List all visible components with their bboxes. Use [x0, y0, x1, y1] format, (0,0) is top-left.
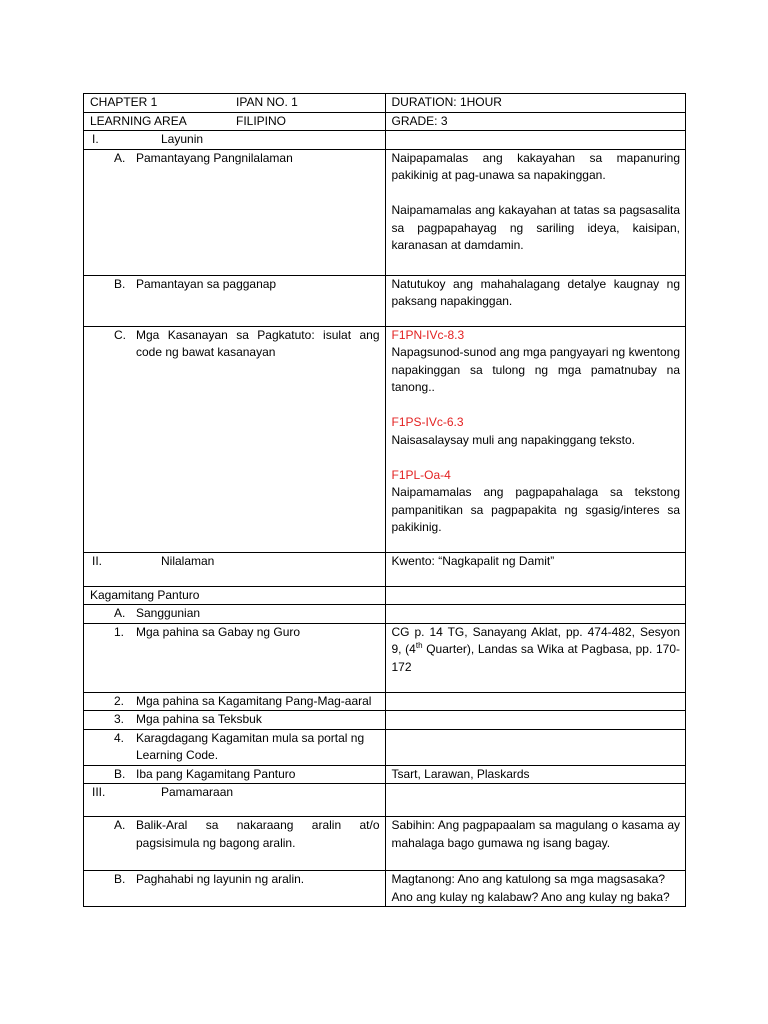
row-c-label: Mga Kasanayan sa Pagkatuto: isulat ang code ng bawat kasanayan — [136, 327, 380, 359]
competency-text-1: Napagsunod-sunod ang mga pangyayari ng kwentong napakinggan sa tulong ng mga pamatnubay na tanong.. — [391, 345, 680, 394]
sanggunian-label-cell — [84, 605, 386, 624]
sanggunian-row — [84, 605, 686, 624]
row-b-pagganap — [84, 275, 686, 326]
competency-code-1: F1PN-IVc-8.3 — [391, 327, 465, 342]
section-3-numeral: III. — [92, 785, 106, 799]
teksbuk-number: 3. — [114, 712, 125, 726]
teksbuk-row — [84, 711, 686, 730]
row-c-kasanayan — [84, 326, 686, 552]
iba-pang-kagamitan-item — [90, 766, 380, 784]
gabay-guro-item — [90, 624, 380, 642]
duration-cell: DURATION: 1HOUR — [385, 94, 686, 113]
grade-cell: GRADE: 3 — [385, 112, 686, 131]
iba-pang-kagamitan-label-cell — [84, 765, 386, 784]
section-3-heading — [84, 784, 386, 817]
paghahabi-label-cell — [84, 871, 386, 907]
teksbuk-item — [90, 711, 380, 729]
karagdagang-kagamitan-number: 4. — [114, 730, 125, 745]
competency-code-2: F1PS-IVc-6.3 — [391, 415, 464, 429]
row-b-item — [90, 276, 380, 294]
row-a-pangnilalaman — [84, 149, 686, 275]
iba-pang-kagamitan-row — [84, 765, 686, 784]
row-a-value-cell — [385, 149, 686, 275]
chapter-label: CHAPTER 1 — [90, 95, 158, 109]
row-a-label: Pamantayang Pangnilalaman — [136, 150, 293, 165]
learning-area-label: LEARNING AREA — [90, 113, 187, 128]
section-1-heading — [84, 131, 386, 150]
header-row-2 — [84, 112, 686, 131]
section-2-heading — [84, 552, 386, 586]
row-a-item — [90, 150, 380, 168]
section-3-title: Pamamaraan — [161, 785, 234, 799]
kagamitang-mag-aaral-label-cell — [84, 692, 386, 711]
sanggunian-label: Sanggunian — [136, 606, 201, 620]
row-b-label: Pamantayan sa pagganap — [136, 276, 277, 291]
sanggunian-empty — [385, 605, 686, 624]
paghahabi-item — [90, 871, 380, 889]
iba-pang-kagamitan-letter: B. — [114, 766, 126, 781]
learning-area-value: FILIPINO — [236, 113, 287, 128]
teksbuk-empty — [385, 711, 686, 730]
paghahabi-row — [84, 871, 686, 907]
row-b-value-cell — [385, 275, 686, 326]
paghahabi-label: Paghahabi ng layunin ng aralin. — [136, 872, 305, 886]
sanggunian-item — [90, 605, 380, 623]
chapter-cell — [84, 94, 386, 113]
row-b-letter: B. — [114, 276, 126, 291]
section-2-numeral: II. — [92, 553, 103, 568]
row-a-text-1: Naipapamalas ang kakayahan sa mapanuring pakikinig at pag-unawa sa napakinggan. — [391, 150, 680, 182]
gabay-guro-label-cell — [84, 623, 386, 692]
kagamitang-mag-aaral-empty — [385, 692, 686, 711]
lesson-plan-table — [83, 93, 686, 907]
karagdagang-kagamitan-item — [90, 730, 380, 765]
teksbuk-label: Mga pahina sa Teksbuk — [136, 712, 262, 726]
section-1-numeral: I. — [92, 132, 99, 146]
section-1-row — [84, 131, 686, 150]
row-a-label-cell — [84, 149, 386, 275]
balik-aral-item — [90, 817, 380, 852]
balik-aral-row — [84, 817, 686, 871]
section-1-empty — [385, 131, 686, 150]
section-3-empty — [385, 784, 686, 817]
kagamitang-mag-aaral-number: 2. — [114, 693, 125, 708]
row-a-letter: A. — [114, 150, 126, 165]
iba-pang-kagamitan-label: Iba pang Kagamitang Panturo — [136, 766, 296, 781]
header-row-1 — [84, 94, 686, 113]
row-a-text-2: Naipamamalas ang kakayahan at tatas sa pagsasalita sa pagpapahayag ng sariling ideya, kaisipan, karanasan at damdamin. — [391, 203, 680, 252]
gabay-guro-value-sup: th — [415, 641, 423, 650]
row-c-label-cell — [84, 326, 386, 552]
row-c-item — [90, 327, 380, 362]
kagamitan-title: Kagamitang Panturo — [84, 586, 386, 605]
kagamitan-heading-row — [84, 586, 686, 605]
gabay-guro-label: Mga pahina sa Gabay ng Guro — [136, 624, 301, 639]
kagamitan-title-empty — [385, 586, 686, 605]
balik-aral-value: Sabihin: Ang pagpapaalam sa magulang o kasama ay mahalaga bago gumawa ng isang bagay. — [385, 817, 686, 871]
section-2-value: Kwento: “Nagkapalit ng Damit” — [385, 552, 686, 586]
balik-aral-label: Balik-Aral sa nakaraang aralin at/o pagsisimula ng bagong aralin. — [136, 818, 380, 850]
competency-text-3: Naipamamalas ang pagpapahalaga sa tekstong pampanitikan sa pagpapakita ng sgasig/interes sa pakikinig. — [391, 485, 680, 534]
karagdagang-kagamitan-empty — [385, 729, 686, 765]
paghahabi-letter: B. — [114, 872, 126, 886]
section-2-row — [84, 552, 686, 586]
paghahabi-value: Magtanong: Ano ang katulong sa mga magsasaka? Ano ang kulay ng kalabaw? Ano ang kulay ng baka? — [385, 871, 686, 907]
row-b-text: Natutukoy ang mahahalagang detalye kaugnay ng paksang napakinggan. — [391, 276, 680, 308]
balik-aral-letter: A. — [114, 818, 126, 832]
section-3-row — [84, 784, 686, 817]
competency-code-3: F1PL-Oa-4 — [391, 467, 451, 482]
competency-text-2: Naisasalaysay muli ang napakinggang teksto. — [391, 432, 635, 447]
section-1-title: Layunin — [161, 132, 204, 146]
balik-aral-label-cell — [84, 817, 386, 871]
gabay-guro-value-cell — [385, 623, 686, 692]
karagdagang-kagamitan-label-cell — [84, 729, 386, 765]
sanggunian-letter: A. — [114, 606, 126, 620]
gabay-guro-row — [84, 623, 686, 692]
row-b-label-cell — [84, 275, 386, 326]
gabay-guro-value-post: Quarter), Landas sa Wika at Pagbasa, pp. 170-172 — [391, 642, 681, 674]
kagamitang-mag-aaral-item — [90, 693, 380, 711]
gabay-guro-number: 1. — [114, 624, 125, 639]
section-2-title: Nilalaman — [161, 553, 215, 568]
gabay-guro-value-pre: CG p. 14 TG, Sanayang Aklat, pp. 474-482, Sesyon 9, (4 — [391, 624, 680, 656]
ipan-label: IPAN NO. 1 — [236, 95, 298, 109]
karagdagang-kagamitan-row — [84, 729, 686, 765]
karagdagang-kagamitan-label: Karagdagang Kagamitan mula sa portal ng Learning Code. — [136, 730, 365, 762]
row-c-value-cell — [385, 326, 686, 552]
learning-area-cell — [84, 112, 386, 131]
teksbuk-label-cell — [84, 711, 386, 730]
row-c-letter: C. — [114, 327, 126, 342]
iba-pang-kagamitan-value: Tsart, Larawan, Plaskards — [385, 765, 686, 784]
kagamitang-mag-aaral-label: Mga pahina sa Kagamitang Pang-Mag-aaral — [136, 693, 372, 708]
kagamitang-mag-aaral-row — [84, 692, 686, 711]
